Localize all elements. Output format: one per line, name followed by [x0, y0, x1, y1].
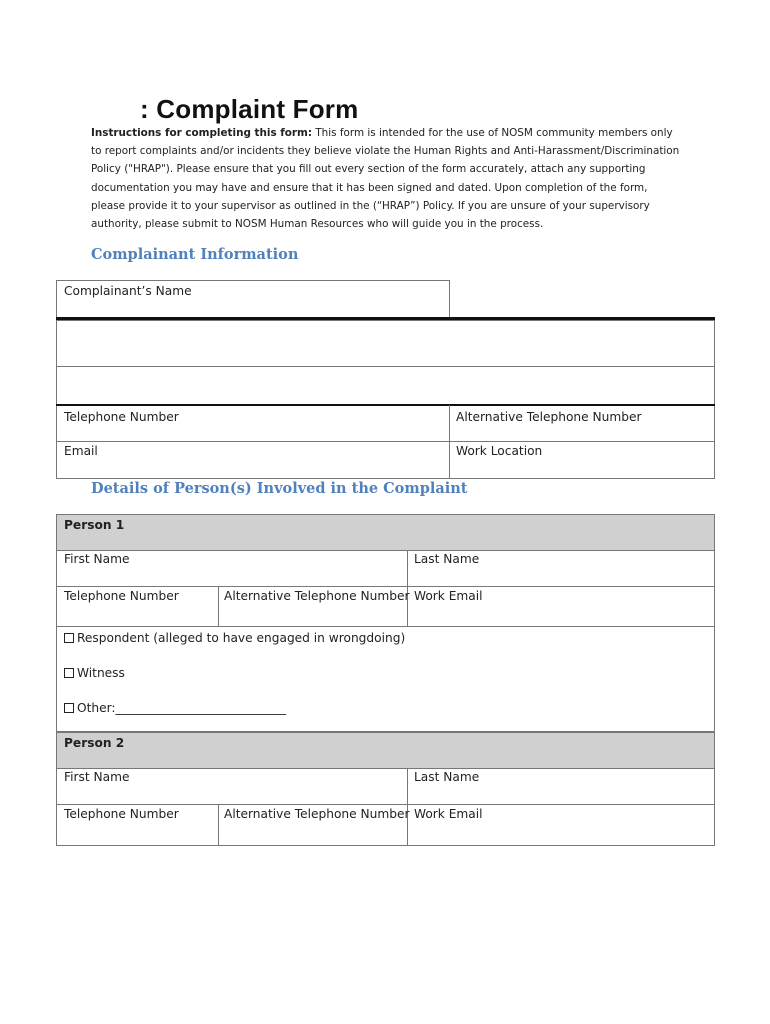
respondent-checkbox-row[interactable]: [64, 631, 405, 645]
complainant-address-field[interactable]: [56, 320, 715, 367]
other-checkbox-row[interactable]: [64, 701, 286, 715]
person1-last-name-label: Last Name: [414, 552, 480, 566]
instructions-paragraph: [91, 124, 681, 233]
other-checkbox[interactable]: [64, 703, 74, 713]
witness-checkbox-row[interactable]: [64, 666, 125, 680]
column-divider: [218, 586, 219, 626]
person1-first-name-label: First Name: [64, 552, 130, 566]
column-divider: [218, 804, 219, 846]
witness-option-label: Witness: [77, 666, 125, 680]
email-row: [56, 441, 715, 479]
work-location-label: Work Location: [456, 444, 543, 458]
person2-table: [56, 732, 715, 846]
alt-telephone-label: Alternative Telephone Number: [456, 410, 642, 424]
person2-alt-telephone-label: Alternative Telephone Number: [224, 807, 410, 821]
respondent-option-label: Respondent (alleged to have engaged in wrongdoing): [77, 631, 406, 645]
person2-title: Person 2: [64, 736, 125, 750]
person2-telephone-label: Telephone Number: [64, 807, 179, 821]
witness-checkbox[interactable]: [64, 668, 74, 678]
complainant-address-field-2[interactable]: [56, 367, 715, 405]
person1-table: [56, 514, 715, 732]
other-option-label: Other:____________________________: [77, 701, 287, 715]
instructions-lead: Instructions for completing this form:: [91, 127, 313, 139]
person1-telephone-label: Telephone Number: [64, 589, 179, 603]
respondent-checkbox[interactable]: [64, 633, 74, 643]
row-divider: [56, 550, 715, 551]
page-title: : Complaint Form: [140, 94, 359, 124]
complainant-name-label: Complainant’s Name: [64, 284, 192, 298]
row-divider: [56, 768, 715, 769]
person1-title: Person 1: [64, 518, 125, 532]
person2-last-name-label: Last Name: [414, 770, 480, 784]
column-divider: [407, 550, 408, 626]
row-divider: [56, 626, 715, 627]
instructions-body: This form is intended for the use of NOSM community members only to report complaints and/or incidents they believe violate the Human Rights and Anti-Harassment/Discrimination Policy ("HRAP"). Please ensure that you fill out every section of the form accurately, attach any supporting documentation you may have and ensure that it has been signed and dated. Upon completion of the form, please provide it to your supervisor as outlined in the (“HRAP”) Policy. If you are unsure of your supervisory authority, please submit to NOSM Human Resources who will guide you in the process.: [91, 127, 680, 231]
person2-work-email-label: Work Email: [414, 807, 483, 821]
person1-work-email-label: Work Email: [414, 589, 483, 603]
row-divider: [56, 804, 715, 805]
complainant-section-heading: Complainant Information: [91, 246, 299, 263]
person1-alt-telephone-label: Alternative Telephone Number: [224, 589, 410, 603]
telephone-label: Telephone Number: [64, 410, 179, 424]
person2-first-name-label: First Name: [64, 770, 130, 784]
row-divider: [56, 586, 715, 587]
email-label: Email: [64, 444, 98, 458]
details-section-heading: Details of Person(s) Involved in the Complaint: [91, 480, 468, 497]
